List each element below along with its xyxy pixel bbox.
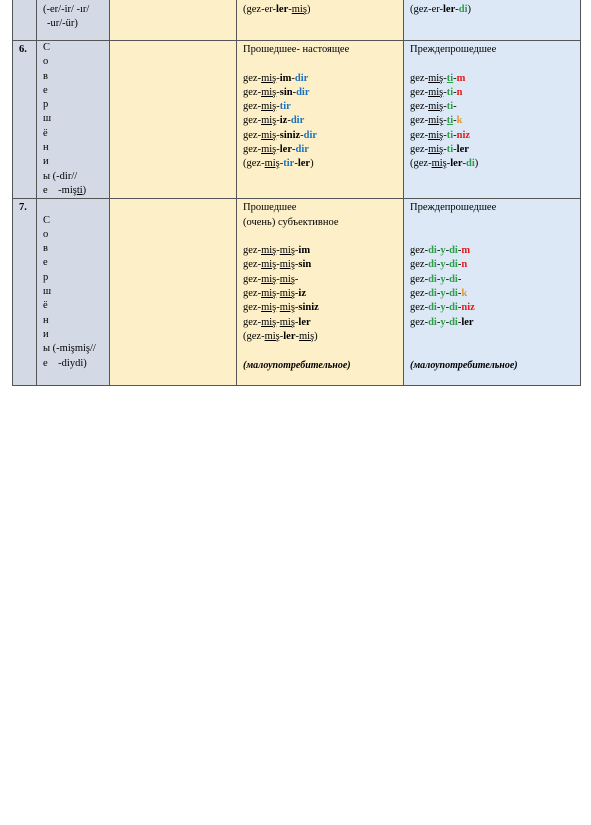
row7-form-3pl-alt: (gez-miş-ler-miş) xyxy=(243,330,318,342)
row7-col5-note: (малоупотребительное) xyxy=(410,359,518,371)
row7-letter: С xyxy=(43,214,51,226)
row6-suffix-line-2: е -mişti) xyxy=(43,184,87,196)
row7-plu-3pl: gez-di-y-di-ler xyxy=(410,316,474,328)
row5-name-cell xyxy=(37,0,110,41)
row7-plu-3sg: gez-di-y-di- xyxy=(410,273,462,285)
row7-col5-title: Преждепрошедшее xyxy=(410,202,497,214)
row6-letter: е xyxy=(43,84,48,96)
row7-suffix-line-2: е -diydi) xyxy=(43,357,87,369)
row6-letter: ш xyxy=(43,113,52,125)
row6-suffix-line-1: ы (-dir// xyxy=(43,170,78,182)
row5-empty-cell xyxy=(110,0,237,41)
row6-plu-1pl: gez-miş-ti-k xyxy=(410,115,463,127)
row5-past-cell xyxy=(237,0,404,41)
row6-present-perfect-cell xyxy=(237,41,404,199)
row7-col4-title-2: (очень) субъективное xyxy=(243,216,339,228)
row6-form-2pl: gez-miş-siniz-dir xyxy=(243,129,318,141)
table-row-7 xyxy=(13,199,581,386)
conjugation-table xyxy=(12,0,581,386)
row7-number: 7. xyxy=(13,199,37,386)
row7-name-cell xyxy=(37,199,110,386)
row6-plu-1sg: gez-miş-ti-m xyxy=(410,72,466,84)
row6-form-1pl: gez-miş-iz-dir xyxy=(243,115,305,127)
row7-form-1pl: gez-miş-miş-iz xyxy=(243,288,306,300)
row7-letter: ш xyxy=(43,286,52,298)
row7-letter: в xyxy=(43,243,48,255)
row7-col4-note: (малоупотребительное) xyxy=(243,359,351,371)
row7-suffix-line-1: ы (-mişmiş// xyxy=(43,343,96,355)
row7-plu-1pl: gez-di-y-di-k xyxy=(410,288,468,300)
row6-empty-cell xyxy=(110,41,237,199)
row7-plu-2pl: gez-di-y-di-niz xyxy=(410,302,475,314)
row6-name-cell xyxy=(37,41,110,199)
row6-form-3sg: gez-miş-tir xyxy=(243,101,291,113)
row7-empty-cell xyxy=(110,199,237,386)
table-row-5 xyxy=(13,0,581,41)
row6-letter: ё xyxy=(43,127,48,139)
row7-letter: и xyxy=(43,328,49,340)
row5-suffix-line-1: (-er/-ir/ -ır/ xyxy=(43,4,90,15)
row6-pluperfect-cell xyxy=(404,41,581,199)
row6-letter: н xyxy=(43,142,49,154)
row7-plu-1sg: gez-di-y-di-m xyxy=(410,245,471,257)
table-row-6 xyxy=(13,41,581,199)
row6-plu-3sg: gez-miş-ti- xyxy=(410,101,457,113)
row6-plu-2pl: gez-miş-ti-niz xyxy=(410,129,471,141)
row6-form-3pl-alt: (gez-miş-tir-ler) xyxy=(243,158,314,170)
row7-letter: н xyxy=(43,314,49,326)
row7-form-2pl: gez-miş-miş-siniz xyxy=(243,302,319,314)
row7-col4-title-1: Прошедшее xyxy=(243,202,297,214)
row5-pluperfect-cell xyxy=(404,0,581,41)
row6-form-2sg: gez-miş-sin-dir xyxy=(243,86,310,98)
row7-letter: о xyxy=(43,228,49,240)
row6-form-1sg: gez-miş-im-dir xyxy=(243,72,309,84)
row7-subjective-past-cell xyxy=(237,199,404,386)
row7-form-1sg: gez-miş-miş-im xyxy=(243,245,311,257)
row7-pluperfect-cell xyxy=(404,199,581,386)
row6-form-3pl: gez-miş-ler-dir xyxy=(243,144,309,156)
row6-plu-3pl: gez-miş-ti-ler xyxy=(410,144,469,156)
row7-form-3pl: gez-miş-miş-ler xyxy=(243,316,311,328)
row7-letter: е xyxy=(43,257,48,269)
row7-form-3sg: gez-miş-miş- xyxy=(243,273,299,285)
row7-letter: ё xyxy=(43,300,48,312)
row5-suffix-line-2: -ur/-ür) xyxy=(47,18,78,30)
row6-col5-title: Преждепрошедшее xyxy=(410,44,497,55)
row6-col4-title: Прошедшее- настоящее xyxy=(243,44,350,55)
row6-letter: и xyxy=(43,156,49,168)
row6-plu-3pl-alt: (gez-miş-ler-di) xyxy=(410,158,479,170)
row7-letter: р xyxy=(43,271,49,283)
row5-pluperfect-form: (gez-er-ler-di) xyxy=(410,4,472,15)
row6-number: 6. xyxy=(13,41,37,199)
row5-number-cell xyxy=(13,0,37,41)
row6-letter: о xyxy=(43,56,49,68)
row5-past-form: (gez-er-ler-miş) xyxy=(243,4,311,15)
row7-plu-2sg: gez-di-y-di-n xyxy=(410,259,468,271)
row6-letter: в xyxy=(43,70,48,82)
row7-form-2sg: gez-miş-miş-sin xyxy=(243,259,312,271)
row6-letter: р xyxy=(43,99,49,111)
row6-plu-2sg: gez-miş-ti-n xyxy=(410,86,463,98)
row6-letter: С xyxy=(43,42,51,53)
